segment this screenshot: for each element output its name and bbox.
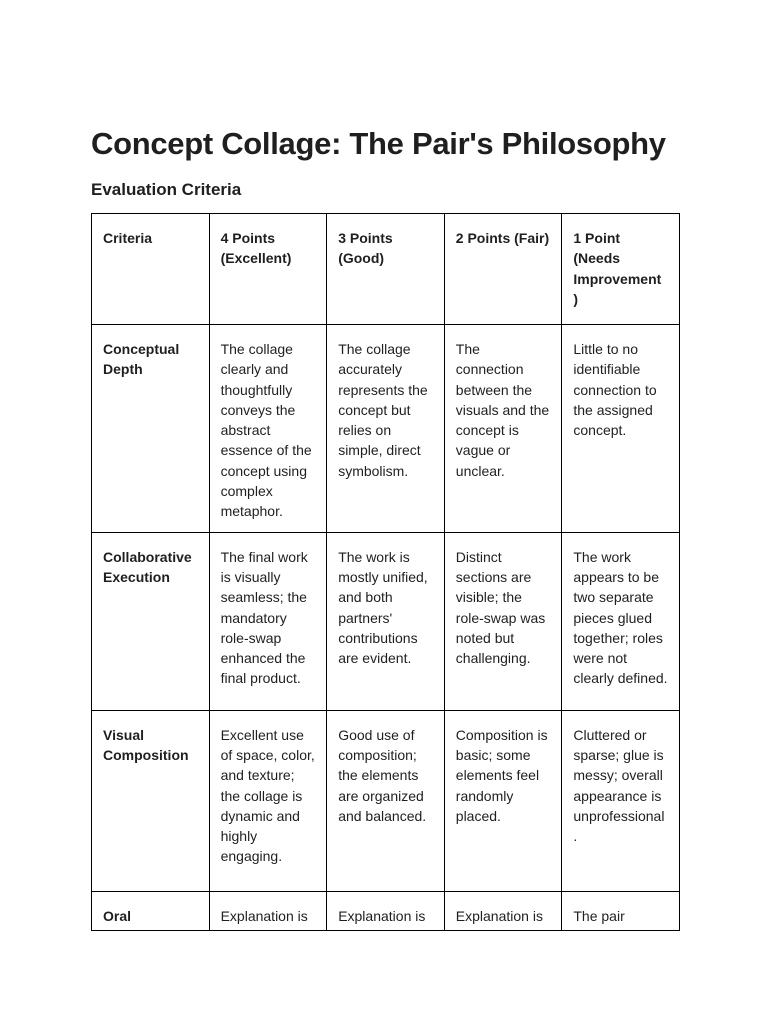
table-cell: Distinct sections are visible; the role-swap was noted but challenging. (444, 532, 562, 710)
table-cell: The work is mostly unified, and both partners' contributions are evident. (327, 532, 445, 710)
criteria-cell: Conceptual Depth (92, 325, 210, 533)
page-title: Concept Collage: The Pair's Philosophy (91, 126, 666, 161)
table-cell: Little to no identifiable connection to the assigned concept. (562, 325, 680, 533)
table-row (92, 891, 680, 930)
criteria-cell: Visual Composition (92, 710, 210, 891)
criteria-cell: Collaborative Execution (92, 532, 210, 710)
table-header-row (92, 214, 680, 325)
table-cell: The final work is visually seamless; the mandatory role-swap enhanced the final product. (209, 532, 327, 710)
header-cell: 2 Points (Fair) (444, 214, 562, 325)
table-cell: Composition is basic; some elements feel randomly placed. (444, 710, 562, 891)
table-row (92, 710, 680, 891)
table-cell: Excellent use of space, color, and texture; the collage is dynamic and highly engaging. (209, 710, 327, 891)
header-cell: Criteria (92, 214, 210, 325)
section-heading: Evaluation Criteria (91, 180, 242, 199)
table-cell: Explanation is (444, 891, 562, 930)
rubric-table (91, 213, 680, 931)
header-cell: 3 Points (Good) (327, 214, 445, 325)
table-cell: The work appears to be two separate pieces glued together; roles were not clearly defined. (562, 532, 680, 710)
table-cell: The collage accurately represents the concept but relies on simple, direct symbolism. (327, 325, 445, 533)
table-cell: The collage clearly and thoughtfully conveys the abstract essence of the concept using complex metaphor. (209, 325, 327, 533)
table-cell: The pair (562, 891, 680, 930)
table-cell: The connection between the visuals and the concept is vague or unclear. (444, 325, 562, 533)
table-row (92, 532, 680, 710)
table-cell: Cluttered or sparse; glue is messy; overall appearance is unprofessional . (562, 710, 680, 891)
table-cell: Good use of composition; the elements are organized and balanced. (327, 710, 445, 891)
criteria-cell: Oral (92, 891, 210, 930)
header-cell: 4 Points (Excellent) (209, 214, 327, 325)
table-row (92, 325, 680, 533)
table-cell: Explanation is (327, 891, 445, 930)
table-cell: Explanation is (209, 891, 327, 930)
header-cell: 1 Point (Needs Improvement ) (562, 214, 680, 325)
